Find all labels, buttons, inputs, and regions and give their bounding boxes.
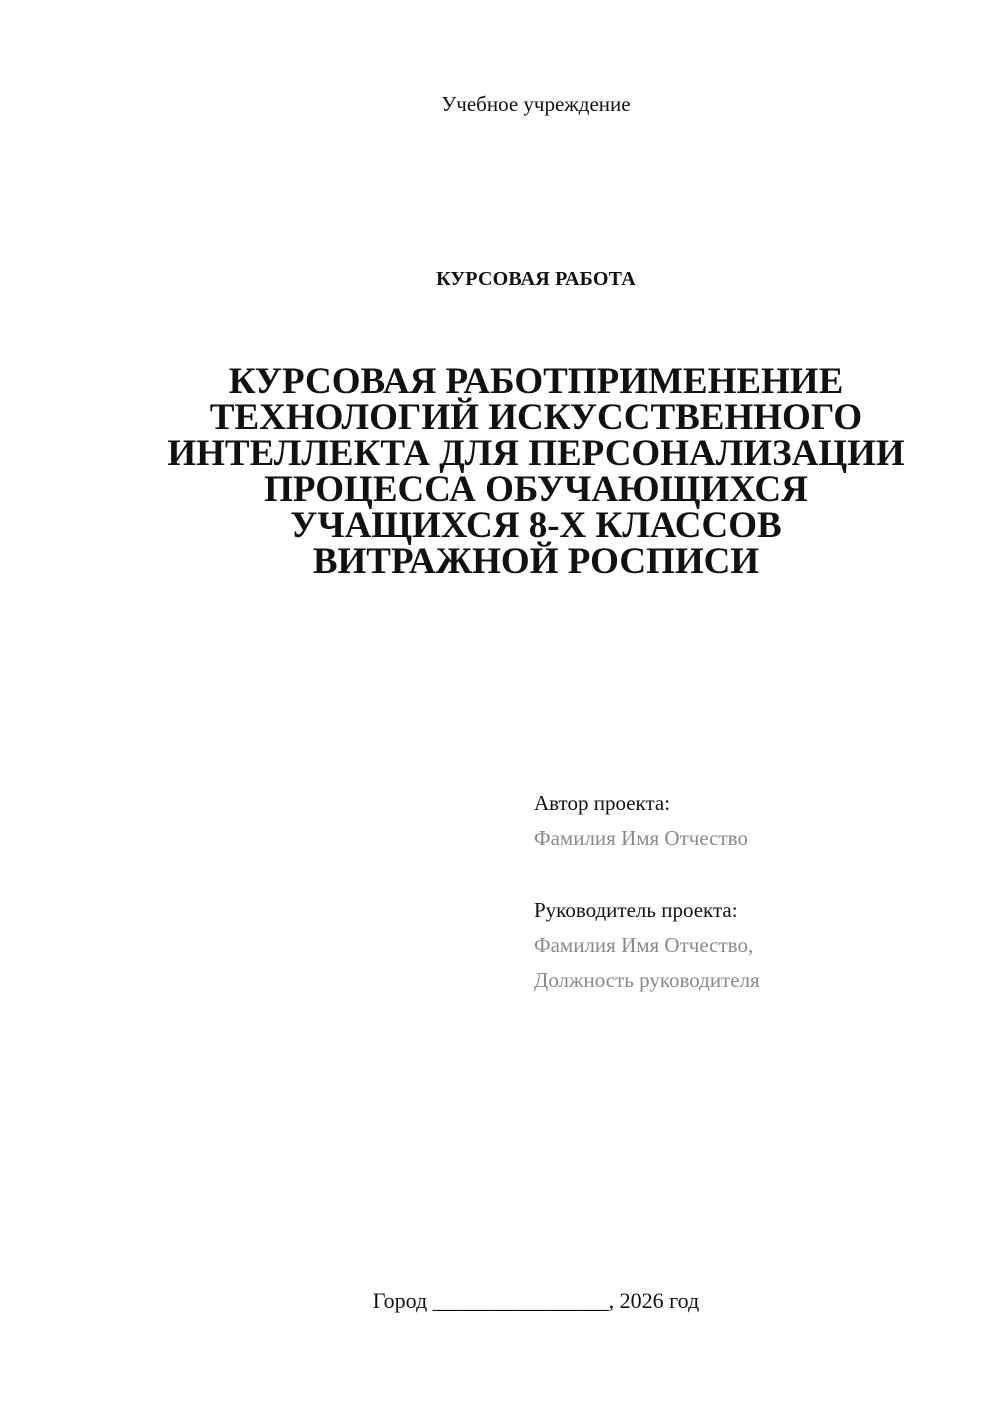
title-line: ТЕХНОЛОГИЙ ИСКУССТВЕННОГО: [209, 397, 863, 438]
author-label: Автор проекта:: [534, 791, 671, 815]
supervisor-position: Должность руководителя: [534, 968, 760, 992]
city-year-line: Город ________________, 2026 год: [372, 1288, 700, 1313]
title-line: КУРСОВАЯ РАБОТПРИМЕНЕНИЕ: [228, 361, 844, 402]
author-name: Фамилия Имя Отчество: [534, 826, 748, 850]
supervisor-name: Фамилия Имя Отчество,: [534, 933, 754, 957]
title-line: ПРОЦЕССА ОБУЧАЮЩИХСЯ: [264, 469, 808, 510]
institution-name: Учебное учреждение: [441, 92, 631, 116]
title-line: УЧАЩИХСЯ 8-Х КЛАССОВ: [290, 505, 782, 546]
title-line: ВИТРАЖНОЙ РОСПИСИ: [312, 541, 760, 582]
document-title: [120, 361, 952, 582]
document-type: КУРСОВАЯ РАБОТА: [436, 268, 636, 290]
author-block: [534, 786, 748, 856]
supervisor-block: [534, 893, 760, 998]
title-line: ИНТЕЛЛЕКТА ДЛЯ ПЕРСОНАЛИЗАЦИИ: [167, 433, 905, 474]
supervisor-label: Руководитель проекта:: [534, 898, 738, 922]
